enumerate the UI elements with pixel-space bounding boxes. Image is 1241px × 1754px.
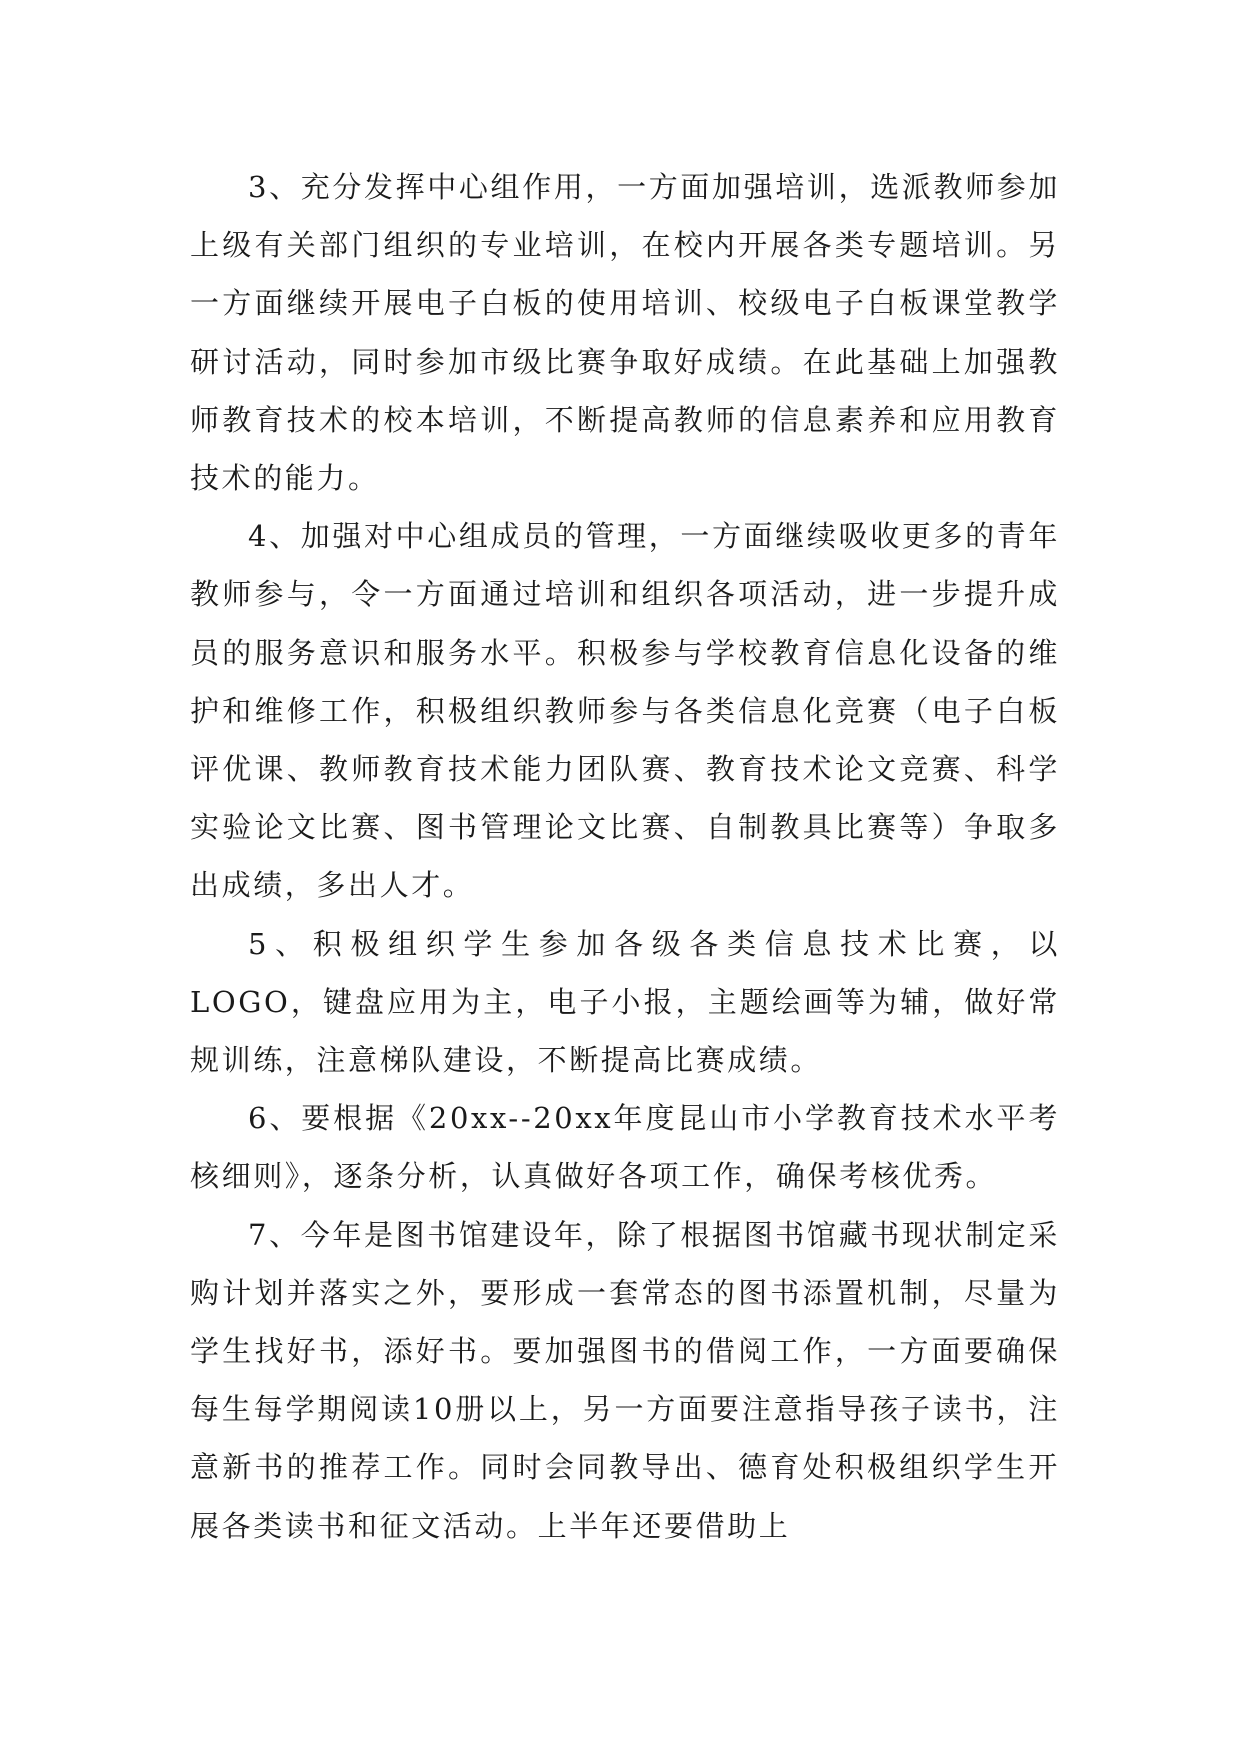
document-body [190, 158, 1060, 1555]
paragraph-item-5: 5、积极组织学生参加各级各类信息技术比赛，以LOGO，键盘应用为主，电子小报，主题绘画等为辅，做好常规训练，注意梯队建设，不断提高比赛成绩。 [190, 926, 1060, 1078]
paragraph-item-6: 6、要根据《20xx--20xx年度昆山市小学教育技术水平考核细则》，逐条分析，认真做好各项工作，确保考核优秀。 [190, 1101, 1060, 1194]
paragraph-item-7: 7、今年是图书馆建设年，除了根据图书馆藏书现状制定采购计划并落实之外，要形成一套常态的图书添置机制，尽量为学生找好书，添好书。要加强图书的借阅工作，一方面要确保每生每学期阅读10册以上，另一方面要注意指导孩子读书，注意新书的推荐工作。同时会同教导出、德育处积极组织学生开展各类读书和征文活动。上半年还要借助上 [190, 1217, 1060, 1543]
paragraph-item-3: 3、充分发挥中心组作用，一方面加强培训，选派教师参加上级有关部门组织的专业培训，在校内开展各类专题培训。另一方面继续开展电子白板的使用培训、校级电子白板课堂教学研讨活动，同时参加市级比赛争取好成绩。在此基础上加强教师教育技术的校本培训，不断提高教师的信息素养和应用教育技术的能力。 [190, 170, 1060, 496]
paragraph-item-4: 4、加强对中心组成员的管理，一方面继续吸收更多的青年教师参与，令一方面通过培训和组织各项活动，进一步提升成员的服务意识和服务水平。积极参与学校教育信息化设备的维护和维修工作，积极组织教师参与各类信息化竞赛（电子白板评优课、教师教育技术能力团队赛、教育技术论文竞赛、科学实验论文比赛、图书管理论文比赛、自制教具比赛等）争取多出成绩，多出人才。 [190, 519, 1060, 903]
